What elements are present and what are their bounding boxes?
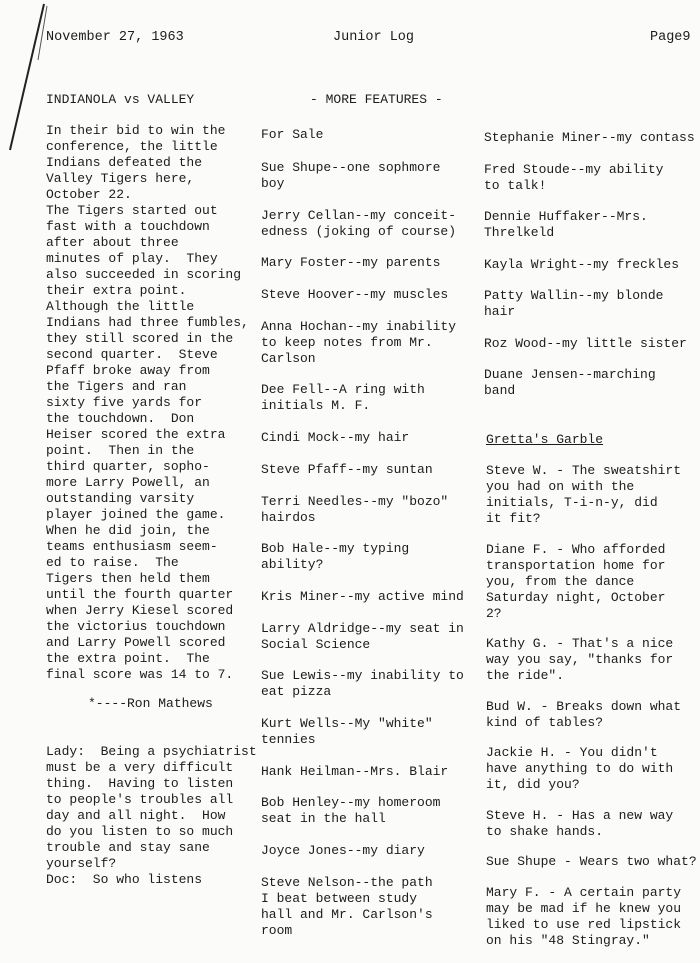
newsletter-title: Junior Log	[333, 30, 415, 45]
for-sale-list	[261, 160, 464, 954]
list-item: Sue Shupe - Wears two what?	[486, 854, 697, 869]
list-item: Patty Wallin--my blonde hair	[484, 288, 664, 319]
list-item: Duane Jensen--marching band	[484, 367, 656, 398]
for-sale-list-continued	[484, 130, 695, 415]
list-item: Bud W. - Breaks down what kind of tables?	[486, 698, 682, 730]
list-item: Fred Stoude--my ability to talk!	[484, 161, 664, 193]
list-item: Bob Henley--my homeroom seat in the hall	[261, 795, 441, 827]
list-item: Steve W. - The sweatshirt you had on with the initials, T-i-n-y, did it fit?	[486, 463, 682, 526]
list-item: Steve Hoover--my muscles	[261, 287, 449, 303]
issue-date: November 27, 1963	[46, 30, 184, 45]
article-byline: *----Ron Mathews	[88, 696, 213, 711]
list-item: Mary F. - A certain party may be mad if he knew you liked to use red lipstick on his "48 Stingray."	[486, 884, 682, 948]
list-item: Dennie Huffaker--Mrs. Threlkeld	[484, 209, 648, 240]
list-item: Hank Heilman--Mrs. Blair	[261, 763, 449, 779]
list-item: Jackie H. - You didn't have anything to do with it, did you?	[486, 745, 674, 792]
list-item: Kris Miner--my active mind	[261, 588, 464, 604]
list-item: Joyce Jones--my diary	[261, 843, 425, 858]
gossip-heading: Gretta's Garble	[486, 432, 604, 447]
article-body: In their bid to win the conference, the little Indians defeated the Valley Tigers here, October 22. The Tigers started out fast with a touchdown after about three minutes of play. They also succeeded in scoring their extra point. Although the little Indians had three fumbles, they still scored in the second quarter. Steve Pfaff broke away from the Tigers and ran sixty five yards for the touchdown. Don Heiser scored the extra point. Then in the third quarter, sopho- more Larry Powell, an outstanding varsity player joined the game. When he did join, the teams enthusiasm seem- ed to raise. The Tigers then held them until the fourth quarter when Jerry Kiesel scored the victorius touchdown and Larry Powell scored the extra point. The final score was 14 to 7.	[46, 123, 249, 682]
list-item: Stephanie Miner--my contass	[484, 130, 695, 145]
list-item: Anna Hochan--my inability to keep notes from Mr. Carlson	[261, 318, 457, 366]
list-item: Steve Pfaff--my suntan	[261, 461, 433, 477]
list-item: Roz Wood--my little sister	[484, 335, 687, 351]
list-item: Steve Nelson--the path I beat between study hall and Mr. Carlson's room	[261, 874, 433, 938]
list-item: Larry Aldridge--my seat in Social Science	[261, 620, 464, 652]
list-item: Mary Foster--my parents	[261, 255, 441, 271]
list-item: Sue Lewis--my inability to eat pizza	[261, 668, 464, 700]
list-item: Terri Needles--my "bozo" hairdos	[261, 493, 449, 525]
gossip-list	[486, 463, 697, 963]
list-item: Bob Hale--my typing ability?	[261, 541, 410, 573]
list-item: Diane F. - Who afforded transportation home for you, from the dance Saturday night, October 2?	[486, 541, 666, 621]
list-item: Kathy G. - That's a nice way you say, "thanks for the ride".	[486, 636, 674, 683]
list-item: Kayla Wright--my freckles	[484, 256, 680, 272]
list-item: Sue Shupe--one sophmore boy	[261, 160, 441, 191]
list-item: Steve H. - Has a new way to shake hands.	[486, 807, 674, 839]
list-item: Jerry Cellan--my conceit- edness (joking of course)	[261, 207, 457, 239]
list-item: Cindi Mock--my hair	[261, 430, 410, 446]
article-headline: INDIANOLA vs VALLEY	[46, 92, 195, 107]
list-item: Kurt Wells--My "white" tennies	[261, 715, 433, 747]
list-item: Dee Fell--A ring with initials M. F.	[261, 382, 425, 414]
page-number: Page9	[650, 30, 691, 45]
for-sale-heading: For Sale	[261, 127, 324, 142]
joke-text: Lady: Being a psychiatrist must be a very difficult thing. Having to listen to people's troubles all day and all night. How do you listen to so much trouble and stay sane yourself? Doc: So who listens	[46, 744, 257, 887]
section-heading: - MORE FEATURES -	[310, 92, 443, 107]
